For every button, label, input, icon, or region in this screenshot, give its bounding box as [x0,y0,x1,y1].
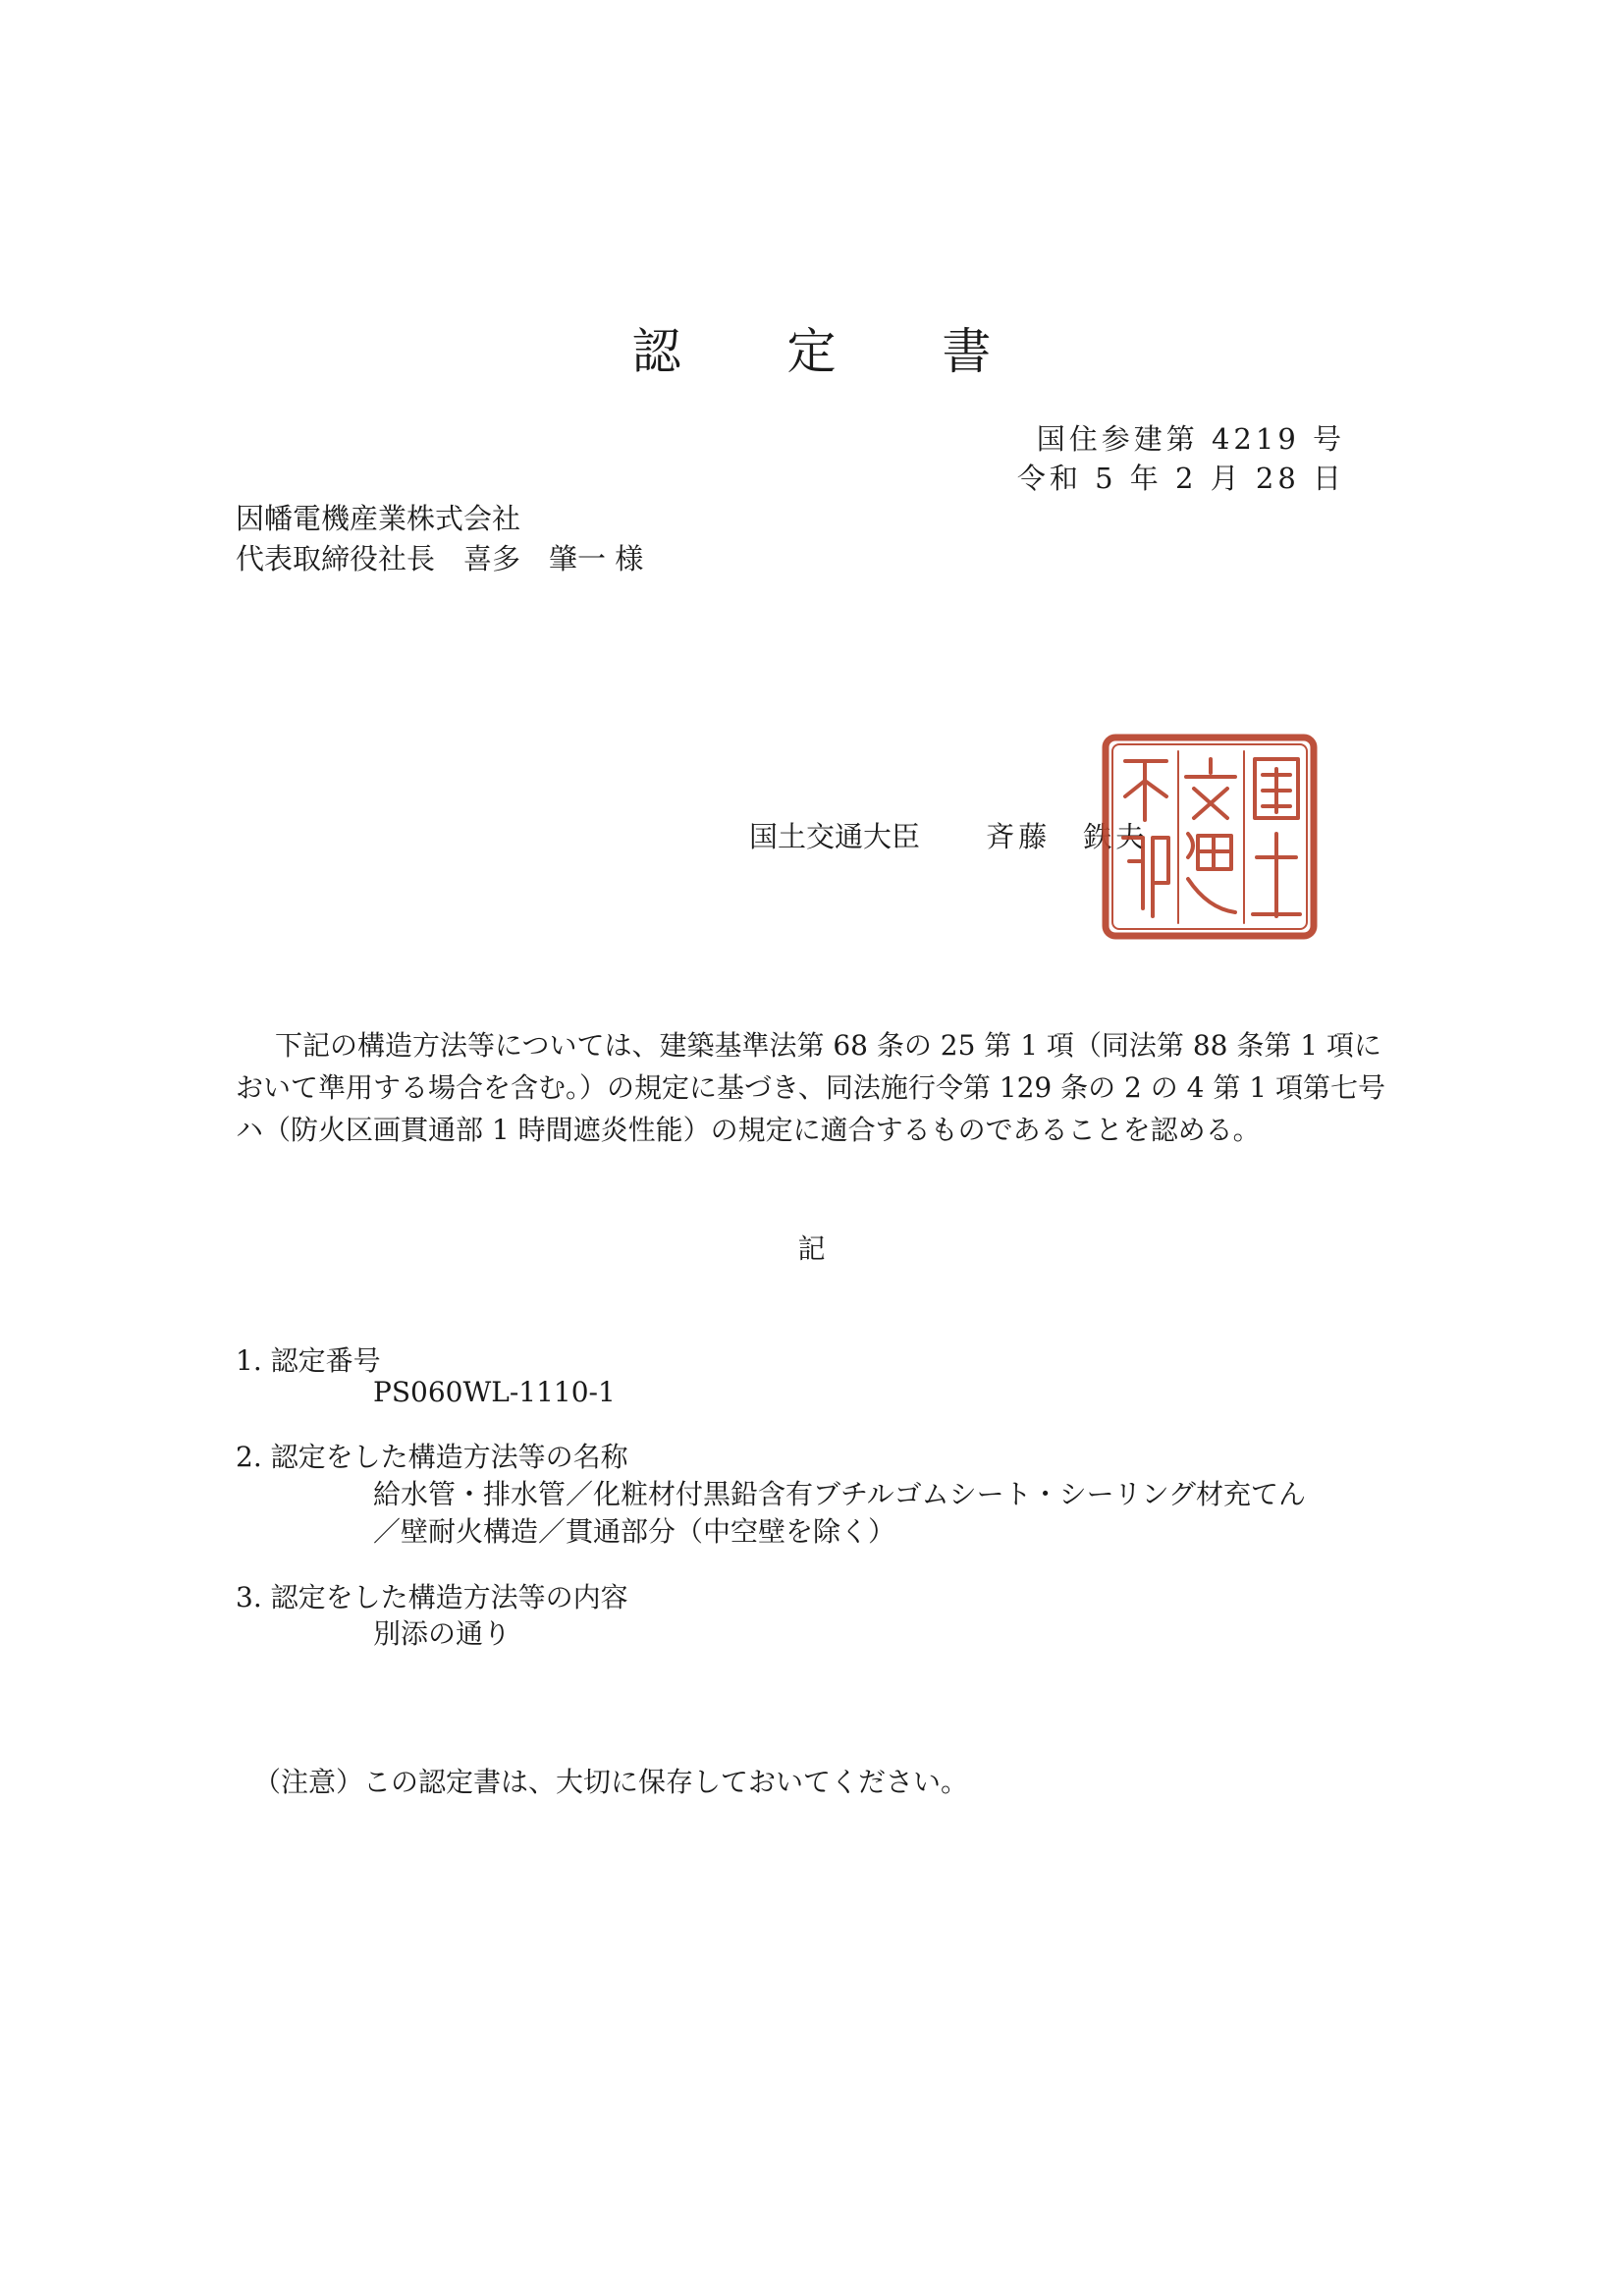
official-seal-icon [1100,732,1320,942]
item-1-label: 1. 認定番号 [236,1344,381,1377]
item-2-value-line-1: 給水管・排水管／化粧材付黒鉛含有ブチルゴムシート・シーリング材充てん [373,1478,1307,1510]
issuer-name: 斉藤 鉄夫 [986,820,1149,853]
item-3-label: 3. 認定をした構造方法等の内容 [236,1581,628,1613]
issuer [749,815,1148,855]
document-number: 国住参建第 4219 号 [1036,422,1345,456]
document-title: 認 定 書 [631,323,1037,380]
item-1-value: PS060WL-1110-1 [373,1376,616,1408]
item-2-label: 2. 認定をした構造方法等の名称 [236,1441,628,1473]
note: （注意）この認定書は、大切に保存しておいてください。 [253,1766,969,1798]
recipient-company: 因幡電機産業株式会社 [236,502,521,535]
item-2-value-line-2: ／壁耐火構造／貫通部分（中空壁を除く） [373,1515,896,1548]
document-date: 令和 5 年 2 月 28 日 [1016,462,1345,495]
issuer-title: 国土交通大臣 [749,820,921,853]
recipient-representative: 代表取締役社長 喜多 肇一 様 [236,542,644,575]
ki-heading: 記 [797,1232,826,1265]
certification-statement: 下記の構造方法等については、建築基準法第 68 条の 25 第 1 項（同法第 88 条第 1 項において準用する場合を含む。）の規定に基づき、同法施行令第 129 条の 2 の 4 第 1 項第七号ハ（防火区画貫通部 1 時間遮炎性能）の規定に適合するものであることを認める。 [236,1029,1385,1146]
item-3-value: 別添の通り [373,1617,512,1650]
